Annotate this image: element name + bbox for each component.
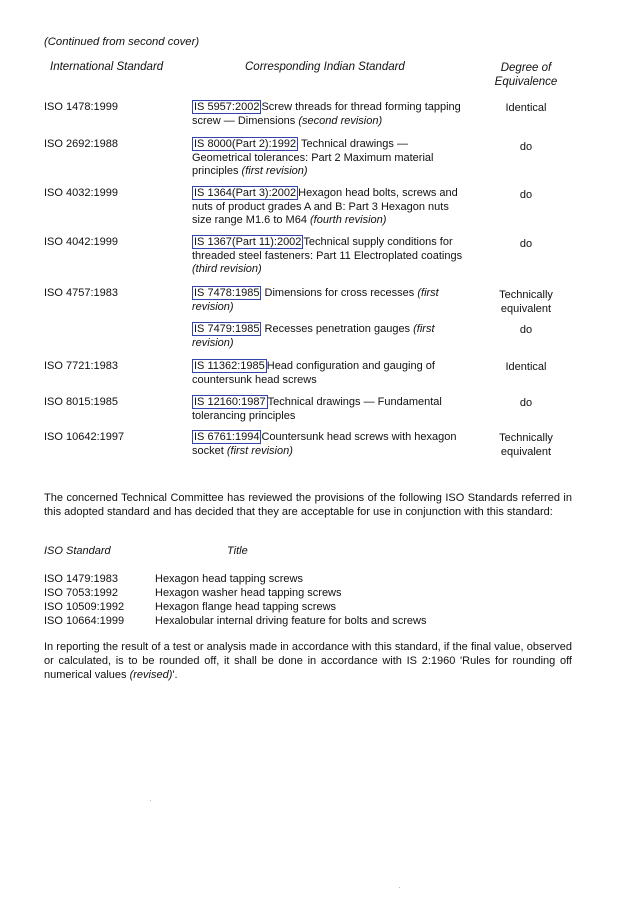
is-reference[interactable]: IS 1364(Part 3):2002: [194, 187, 297, 199]
is-reference[interactable]: IS 5957:2002: [194, 101, 260, 113]
indian-standard-entry: [192, 322, 468, 350]
indian-standard-entry: [192, 286, 468, 314]
degree-of-equivalence: Technically equivalent: [499, 432, 553, 458]
standard-description: Countersunk head screws with hexagon socket: [192, 431, 457, 457]
iso-title-item: Hexagon washer head tapping screws: [155, 587, 342, 599]
intl-standard: ISO 4757:1983: [44, 287, 119, 299]
revision-note: (first revision): [192, 287, 439, 313]
revision-note: (second revision): [298, 114, 383, 127]
revision-note: (fourth revision): [310, 214, 387, 227]
indian-standard-entry: [192, 430, 468, 458]
revision-note: (first revision): [192, 323, 435, 349]
standard-description: Screw threads for thread forming tapping screw — Dimensions: [192, 101, 461, 127]
intl-standard: ISO 1478:1999: [44, 101, 119, 113]
iso-standard-item: ISO 10509:1992: [44, 601, 125, 613]
rounding-end: '.: [172, 669, 178, 681]
is-reference[interactable]: IS 6761:1994: [194, 431, 260, 443]
scan-speck: [150, 800, 151, 801]
header-international-standard: International Standard: [50, 61, 164, 73]
standard-description: Head configuration and gauging of countersunk head screws: [192, 360, 435, 386]
degree-of-equivalence: Identical: [505, 102, 547, 114]
iso-title-item: Hexagon flange head tapping screws: [155, 601, 337, 613]
rounding-paragraph: [44, 640, 572, 682]
degree-of-equivalence: Identical: [505, 361, 547, 373]
standard-description: Technical drawings — Geometrical tolerances: Part 2 Maximum material principles: [192, 138, 434, 178]
rounding-text: In reporting the result of a test or analysis made in accordance with this standard, if the final value, observed or calculated, is to be rounded off, it shall be done in accordance with IS 2:1960 'Rules for rounding off numerical values: [44, 641, 572, 681]
indian-standard-entry: [192, 359, 468, 387]
intl-standard: ISO 8015:1985: [44, 396, 119, 408]
is-reference[interactable]: IS 1367(Part 11):2002: [194, 236, 302, 248]
degree-of-equivalence: do: [519, 238, 533, 250]
degree-of-equivalence: do: [519, 324, 533, 336]
iso-title-item: Hexalobular internal driving feature for bolts and screws: [155, 615, 427, 627]
title-header: Title: [227, 545, 248, 557]
is-reference[interactable]: IS 11362:1985: [194, 360, 265, 372]
committee-paragraph: The concerned Technical Committee has reviewed the provisions of the following ISO Standards referred in this adopted standard and has decided that they are acceptable for use in conjunction with this standard:: [44, 492, 572, 518]
intl-standard: ISO 7721:1983: [44, 360, 119, 372]
is-reference[interactable]: IS 12160:1987: [194, 396, 266, 408]
header-corresponding-indian-standard: Corresponding Indian Standard: [245, 61, 405, 73]
indian-standard-entry: [192, 100, 468, 128]
scan-speck: [399, 887, 400, 888]
indian-standard-entry: [192, 235, 468, 277]
intl-standard: ISO 2692:1988: [44, 138, 119, 150]
iso-standard-header: ISO Standard: [44, 545, 111, 557]
intl-standard: ISO 4032:1999: [44, 187, 119, 199]
degree-of-equivalence: do: [519, 189, 533, 201]
is-reference[interactable]: IS 8000(Part 2):1992: [194, 138, 297, 150]
indian-standard-entry: [192, 395, 468, 423]
revision-note: (third revision): [192, 263, 262, 276]
iso-title-item: Hexagon head tapping screws: [155, 573, 303, 585]
is-reference[interactable]: IS 7478:1985: [194, 287, 260, 299]
degree-of-equivalence: do: [519, 141, 533, 153]
standard-description: Hexagon head bolts, screws and nuts of product grades A and B: Part 3 Hexagon nuts size range M1.6 to M64: [192, 187, 458, 227]
indian-standard-entry: [192, 186, 468, 228]
standard-description: Technical drawings — Fundamental tolerancing principles: [192, 396, 442, 422]
iso-standard-item: ISO 10664:1999: [44, 615, 125, 627]
rounding-revised: (revised): [129, 669, 173, 681]
standard-description: Recesses penetration gauges: [264, 323, 411, 335]
intl-standard: ISO 4042:1999: [44, 236, 119, 248]
standard-description: Technical supply conditions for threaded steel fasteners: Part 11 Electroplated coatings: [192, 236, 463, 262]
degree-of-equivalence: do: [519, 397, 533, 409]
standard-description: Dimensions for cross recesses: [264, 287, 415, 299]
iso-standard-item: ISO 7053:1992: [44, 587, 119, 599]
indian-standard-entry: [192, 137, 468, 179]
revision-note: (first revision): [241, 165, 308, 178]
continued-note: (Continued from second cover): [44, 36, 200, 48]
header-degree-of-equivalence: Degree of Equivalence: [494, 62, 558, 88]
revision-note: (first revision): [226, 444, 293, 457]
degree-of-equivalence: Technically equivalent: [499, 289, 553, 315]
iso-standard-item: ISO 1479:1983: [44, 573, 119, 585]
is-reference[interactable]: IS 7479:1985: [194, 323, 260, 335]
intl-standard: ISO 10642:1997: [44, 431, 125, 443]
